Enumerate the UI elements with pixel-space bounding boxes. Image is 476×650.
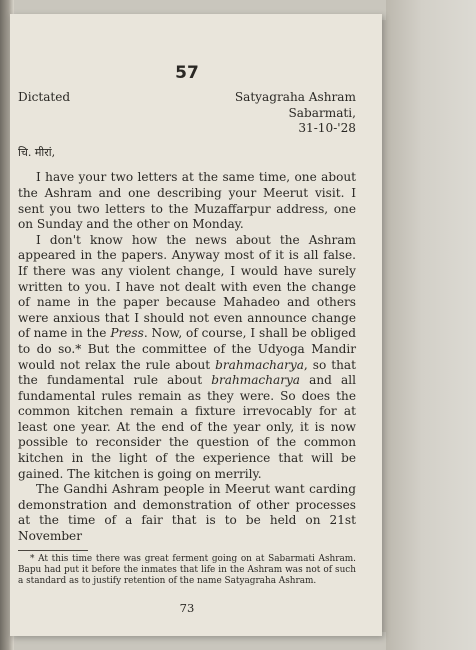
paragraph-2-part-b: . Now, of course, I shall be obliged to do so.* But the committee of the Udyoga Mandir would not relax the rule about [18, 326, 356, 372]
letter-date: 31-10-'28 [298, 121, 356, 136]
paragraph-2 [18, 233, 356, 483]
place-line-1: Satyagraha Ashram [234, 90, 356, 104]
letter-place-date [235, 90, 356, 137]
page-edge [382, 20, 386, 632]
paragraph-2-part-a: I don't know how the news about the Ashram appeared in the papers. Anyway most of it is all false. If there was any violent change, I would have surely written to you. I have not dealt with even the change of name in the paper because Mahadeo and others were anxious that I should not even announce change of name in the [18, 232, 356, 341]
brahmacharya-italic-1: brahmacharya [215, 357, 304, 372]
letter-number: 57 [175, 63, 199, 83]
paragraph-2-part-d: and all fundamental rules remain as they were. So does the common kitchen remain a fixture irrevocably for at least one year. At the end of the year only, it is now possible to reconsider the question of the common kitchen in the light of the experience that will be gained. The kitchen is going on merrily. [18, 373, 356, 481]
paragraph-3: The Gandhi Ashram people in Meerut want carding demonstration and demonstration of other processes at the time of a fair that is to be held on 21st November [18, 482, 356, 544]
place-line-2: Sabarmati, [288, 105, 356, 120]
press-italic: Press [110, 326, 144, 341]
footnote: * At this time there was great ferment going on at Sabarmati Ashram. Bapu had put it before the inmates that life in the Ashram was not of such a standard as to justify retention of the name Satyagraha Ashram. [18, 553, 356, 587]
salutation: चि. मीरां, [18, 145, 56, 159]
paragraph-1: I have your two letters at the same time, one about the Ashram and one describing your Meerut visit. I sent you two letters to the Muzaffarpur address, one on Sunday and the other on Monday. [18, 170, 356, 232]
background [386, 0, 476, 650]
brahmacharya-italic-2: brahmacharya [211, 373, 301, 388]
letter-header [18, 90, 356, 137]
footnote-divider [18, 550, 88, 551]
page-number: 73 [179, 601, 195, 616]
page-text [18, 62, 356, 617]
dictated-label: Dictated [18, 90, 71, 104]
paragraph-2-part-c: , so that the fundamental rule about [18, 357, 356, 388]
